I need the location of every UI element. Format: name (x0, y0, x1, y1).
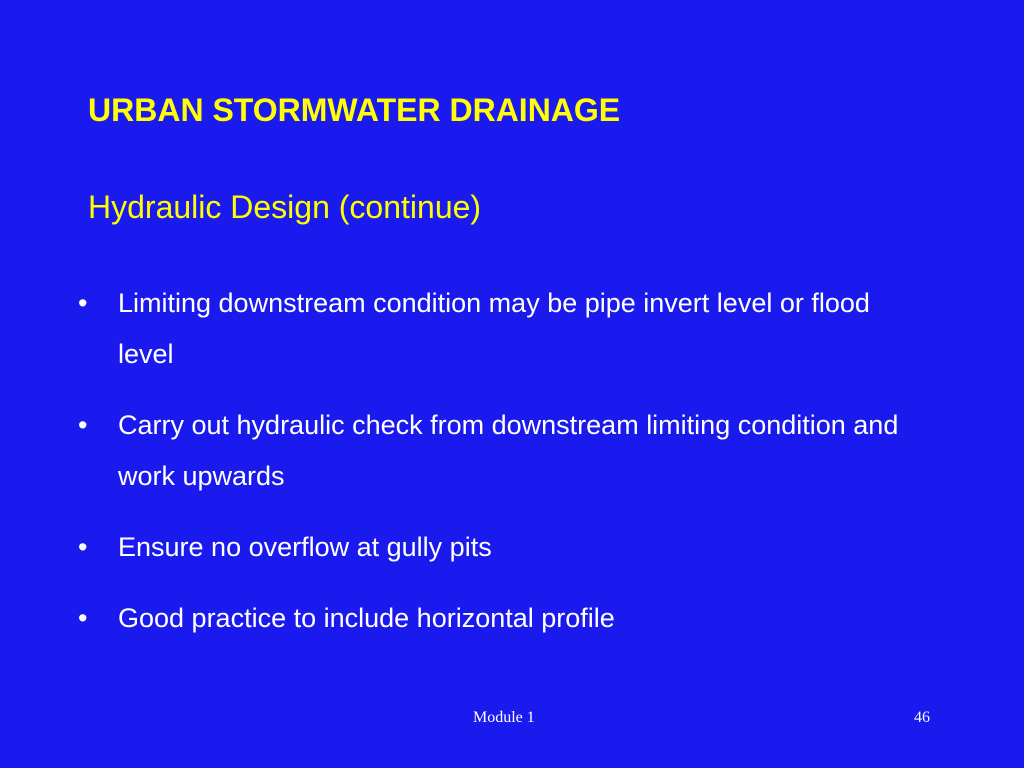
slide-subtitle: Hydraulic Design (continue) (88, 189, 482, 225)
bullet-marker: • (78, 288, 88, 318)
bullet-item (78, 400, 918, 502)
footer-page-number: 46 (914, 709, 930, 726)
footer-module-label: Module 1 (473, 709, 535, 726)
bullet-text: Good practice to include horizontal profile (118, 603, 615, 633)
slide-title: URBAN STORMWATER DRAINAGE (88, 92, 621, 128)
bullet-item (78, 593, 918, 644)
bullet-list (78, 278, 918, 644)
bullet-text: Carry out hydraulic check from downstream limiting condition and work upwards (118, 410, 899, 491)
bullet-marker: • (78, 603, 88, 633)
bullet-marker: • (78, 532, 88, 562)
bullet-text: Ensure no overflow at gully pits (118, 532, 492, 562)
bullet-item (78, 522, 918, 573)
bullet-marker: • (78, 410, 88, 440)
bullet-item (78, 278, 918, 380)
bullet-text: Limiting downstream condition may be pipe invert level or flood level (118, 288, 870, 369)
